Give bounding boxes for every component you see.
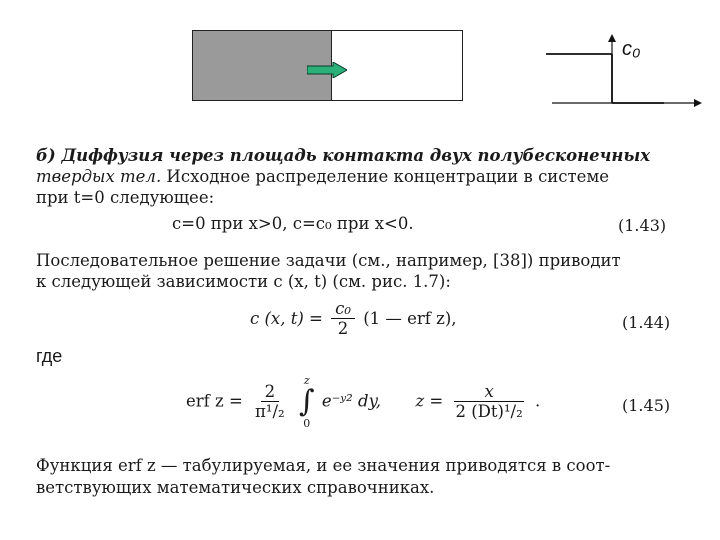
para1-line1: б) Диффузия через площадь контакта двух полубесконечных — [36, 146, 651, 165]
c0-label: c₀ — [622, 38, 641, 60]
para1-line3: при t=0 следующее: — [36, 188, 215, 207]
para3-line2: ветствующих математических справочниках. — [36, 478, 435, 497]
para2-line2: к следующей зависимости c (x, t) (см. рис. 1.7): — [36, 272, 451, 291]
fraction-2-over-pi: $\frac{2}{\text{π¹/₂}}$ — [255, 381, 285, 421]
fraction-c0-over-2: $\frac{\text{c₀}}{2}$ — [331, 300, 355, 339]
equation-1-43: c=0 при x>0, c=c₀ при x<0. — [172, 214, 414, 233]
equation-number-1-44: (1.44) — [622, 313, 671, 332]
integral: z ∫ 0 — [298, 374, 315, 430]
para1-line2: твердых тел. Исходное распределение концентрации в системе — [36, 167, 610, 186]
where-label: где — [36, 346, 63, 366]
two-bodies-diagram — [192, 30, 463, 101]
equation-number-1-43: (1.43) — [618, 216, 667, 235]
y-axis-arrowhead — [608, 34, 616, 42]
equation-number-1-45: (1.45) — [622, 396, 671, 415]
equation-1-44: c (x, t) = $\frac{\text{c₀}}{2}$ (1 — erf z), — [250, 299, 457, 339]
equation-1-45: erf z = $\frac{2}{\text{π¹/₂}}$ z ∫ 0 e⁻ʸ² dy, z = $\frac{x}{\text{2 (Dt)¹/₂}}$ . — [186, 374, 541, 430]
para3-line1: Функция erf z — табулируемая, и ее значения приводятся в соот- — [36, 456, 611, 475]
para2-line1: Последовательное решение задачи (см., например, [38]) приводит — [36, 251, 621, 270]
diffusion-arrow-icon — [307, 62, 347, 78]
x-axis-arrowhead — [694, 99, 702, 107]
fraction-x-over-2Dt: $\frac{x}{\text{2 (Dt)¹/₂}}$ — [455, 381, 523, 421]
